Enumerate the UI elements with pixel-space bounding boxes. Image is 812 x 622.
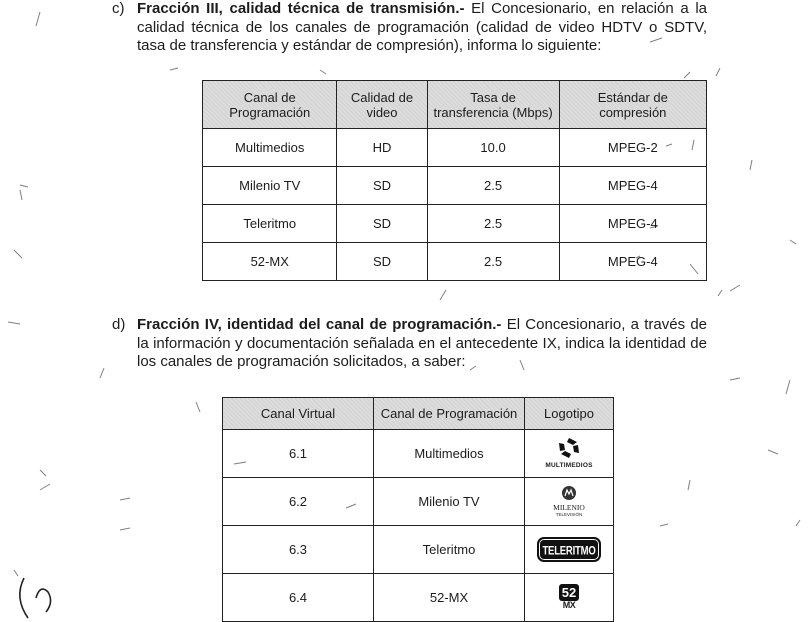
cell-virtual: 6.1 (223, 430, 374, 478)
table-row (203, 129, 707, 167)
header-video-quality: Calidad de video (337, 81, 427, 129)
cell-channel: Multimedios (374, 430, 525, 478)
cell-compression: MPEG-4 (559, 167, 706, 205)
table-row (203, 243, 707, 281)
section-d-text: El Concesionario, a través de la información y documentación señalada en el antecedente IX, indica la identidad de los canales de programación solicitados, a saber: (137, 316, 708, 370)
cell-rate: 2.5 (427, 205, 559, 243)
cell-quality: SD (337, 243, 427, 281)
cell-logo (525, 478, 614, 526)
cell-quality: SD (337, 205, 427, 243)
cell-logo (525, 430, 614, 478)
header-logo: Logotipo (525, 398, 614, 430)
multimedios-logo-icon (556, 437, 582, 459)
cell-virtual: 6.3 (223, 526, 374, 574)
table-row (223, 526, 614, 574)
cell-logo (525, 574, 614, 622)
milenio-logo-text: MILENIO (553, 502, 585, 512)
52mx-logo-subtext: MX (562, 600, 576, 610)
section-c-text: El Concesionario, en relación a la calidad técnica de los canales de programación (calidad de video HDTV o SDTV, tasa de transferencia y estándar de compresión), informa lo siguiente: (137, 0, 707, 54)
table-row (223, 478, 614, 526)
section-d-marker: d) (112, 316, 126, 333)
cell-channel: Milenio TV (203, 167, 337, 205)
table-row (223, 574, 614, 622)
cell-quality: HD (337, 129, 427, 167)
handwriting-mark (20, 578, 51, 618)
cell-compression: MPEG-4 (559, 205, 706, 243)
milenio-logo (553, 485, 585, 517)
52mx-logo-icon: 52 (559, 584, 579, 601)
table-row (203, 167, 707, 205)
cell-virtual: 6.4 (223, 574, 374, 622)
cell-channel: 52-MX (203, 243, 337, 281)
section-d-title: Fracción IV, identidad del canal de programación.- (137, 316, 502, 333)
channel-identity-table (222, 397, 614, 622)
transmission-quality-table (202, 80, 707, 281)
milenio-logo-subtext: TELEVISIÓN (555, 511, 583, 517)
cell-channel: 52-MX (374, 574, 525, 622)
milenio-logo-icon (560, 485, 578, 501)
multimedios-logo (545, 437, 592, 469)
cell-logo (525, 526, 614, 574)
cell-channel: Teleritmo (374, 526, 525, 574)
header-channel: Canal de Programación (203, 81, 337, 129)
table-row (223, 430, 614, 478)
cell-channel: Multimedios (203, 129, 337, 167)
section-c-title: Fracción III, calidad técnica de transmisión.- (137, 0, 465, 17)
cell-rate: 2.5 (427, 167, 559, 205)
header-channel: Canal de Programación (374, 398, 525, 430)
section-c-marker: c) (112, 0, 125, 17)
cell-rate: 10.0 (427, 129, 559, 167)
cell-quality: SD (337, 167, 427, 205)
52mx-logo (559, 584, 579, 610)
multimedios-logo-text: MULTIMEDIOS (545, 462, 593, 469)
cell-rate: 2.5 (427, 243, 559, 281)
cell-virtual: 6.2 (223, 478, 374, 526)
header-transfer-rate: Tasa de transferencia (Mbps) (427, 81, 559, 129)
header-virtual-channel: Canal Virtual (223, 398, 374, 430)
cell-compression: MPEG-4 (559, 243, 706, 281)
cell-compression: MPEG-2 (559, 129, 706, 167)
cell-channel: Milenio TV (374, 478, 525, 526)
table-row (203, 205, 707, 243)
teleritmo-logo (537, 537, 600, 562)
cell-channel: Teleritmo (203, 205, 337, 243)
table-header-row (223, 398, 614, 430)
teleritmo-logo-icon: TELERITMO (542, 544, 596, 559)
table-header-row (203, 81, 707, 129)
header-compression: Estándar de compresión (559, 81, 706, 129)
